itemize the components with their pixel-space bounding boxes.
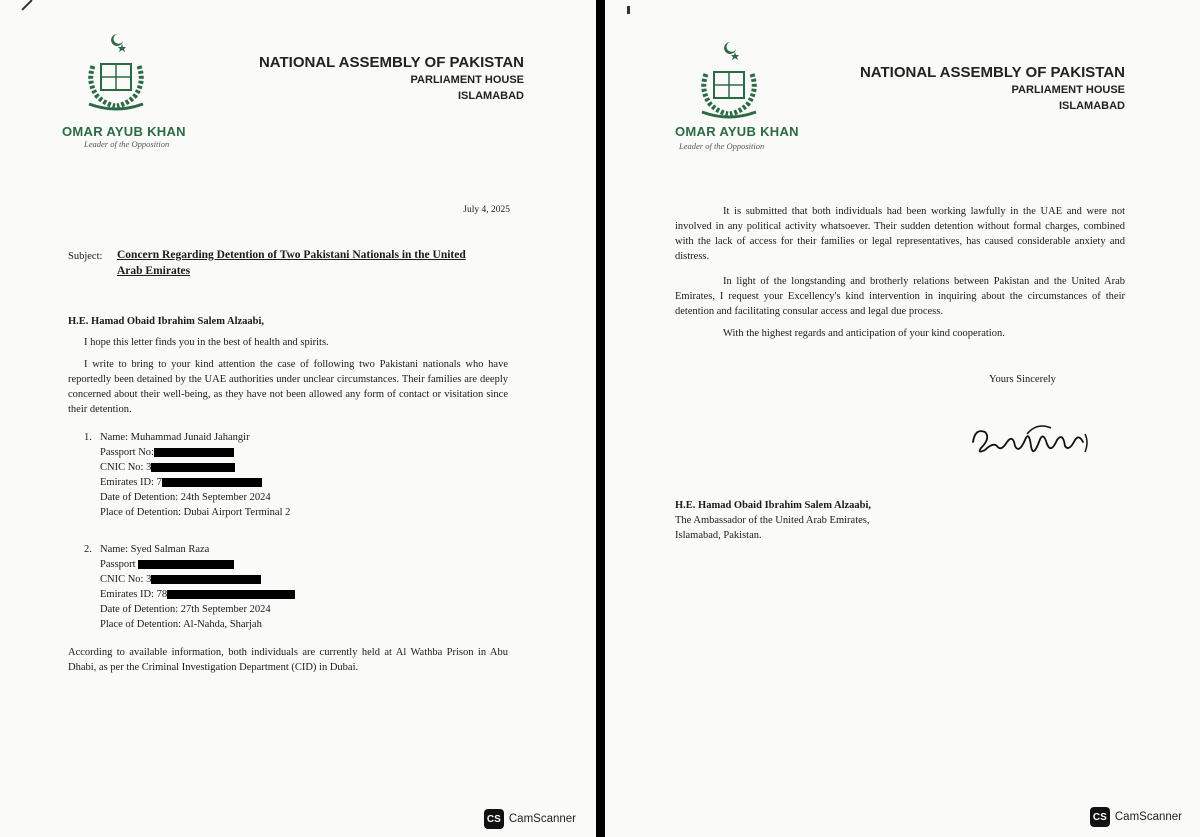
national-emblem-icon bbox=[688, 38, 770, 124]
person-2-detention-date: Date of Detention: 27th September 2024 bbox=[100, 604, 271, 615]
camscanner-logo-icon: CS bbox=[484, 809, 504, 829]
page2-paragraph-3: With the highest regards and anticipation of your kind cooperation. bbox=[723, 328, 1005, 339]
redaction-bar bbox=[151, 575, 261, 584]
page2-paragraph-1: It is submitted that both individuals had been working lawfully in the UAE and were not involved in any political activity whatsoever. Their sudden detention without formal charges, combined with the lack of access for their families or legal representatives, has caused considerable anxiety and distress. bbox=[675, 206, 1125, 262]
person-2-cnic bbox=[100, 572, 400, 587]
subject-line-2: Arab Emirates bbox=[117, 265, 191, 277]
closing: Yours Sincerely bbox=[989, 374, 1056, 385]
addressee-block bbox=[675, 498, 871, 543]
letter-page-1 bbox=[0, 0, 596, 837]
org-title: NATIONAL ASSEMBLY OF PAKISTAN bbox=[258, 54, 524, 71]
org-title: NATIONAL ASSEMBLY OF PAKISTAN bbox=[859, 64, 1125, 81]
person-1-passport bbox=[100, 445, 400, 460]
person-1-cnic-label: CNIC No: 3 bbox=[100, 462, 152, 473]
salutation: H.E. Hamad Obaid Ibrahim Salem Alzaabi, bbox=[68, 316, 265, 327]
subject-line-1: Concern Regarding Detention of Two Pakistani Nationals in the United bbox=[117, 249, 466, 261]
person-2-passport-label: Passport bbox=[100, 559, 136, 570]
camscanner-label: CamScanner bbox=[508, 813, 576, 825]
person-2-details bbox=[100, 542, 400, 632]
pen-mark bbox=[21, 0, 32, 11]
city-title: ISLAMABAD bbox=[458, 90, 524, 102]
house-title: PARLIAMENT HOUSE bbox=[1011, 84, 1125, 96]
addressee-city: Islamabad, Pakistan. bbox=[675, 530, 762, 541]
camscanner-watermark bbox=[1090, 807, 1182, 827]
person-2-detention-place: Place of Detention: Al-Nahda, Sharjah bbox=[100, 619, 262, 630]
redaction-bar bbox=[162, 478, 262, 487]
person-1-name: Name: Muhammad Junaid Jahangir bbox=[100, 432, 250, 443]
sender-name: OMAR AYUB KHAN bbox=[62, 124, 186, 139]
person-1-emirates-id bbox=[100, 475, 400, 490]
person-1-passport-label: Passport No: bbox=[100, 447, 154, 458]
subject-text bbox=[117, 247, 517, 279]
person-2-passport bbox=[100, 557, 400, 572]
person-1-cnic bbox=[100, 460, 400, 475]
redaction-bar bbox=[151, 463, 235, 472]
city-title: ISLAMABAD bbox=[1059, 100, 1125, 112]
sender-role: Leader of the Opposition bbox=[679, 141, 765, 151]
paragraph-2: I write to bring to your kind attention the case of following two Pakistani nationals who have reportedly been detained by the UAE authorities under unclear circumstances. Their families are deeply concerned about their well-being, as they have not been allowed any form of contact or visitation since their detention. bbox=[68, 359, 508, 415]
camscanner-label: CamScanner bbox=[1114, 811, 1182, 823]
sender-name: OMAR AYUB KHAN bbox=[675, 124, 799, 139]
redaction-bar bbox=[167, 590, 295, 599]
letter-date: July 4, 2025 bbox=[463, 205, 510, 215]
redaction-bar bbox=[154, 448, 234, 457]
person-2-emirates-label: Emirates ID: 78 bbox=[100, 589, 168, 600]
person-1-detention-place: Place of Detention: Dubai Airport Terminal 2 bbox=[100, 507, 291, 518]
signature bbox=[967, 412, 1099, 466]
addressee-title: The Ambassador of the United Arab Emirates, bbox=[675, 515, 870, 526]
person-2-number: 2. bbox=[84, 544, 92, 555]
person-2-cnic-label: CNIC No: 3 bbox=[100, 574, 152, 585]
person-2-name: Name: Syed Salman Raza bbox=[100, 544, 210, 555]
addressee-name: H.E. Hamad Obaid Ibrahim Salem Alzaabi, bbox=[675, 500, 872, 511]
camscanner-watermark bbox=[484, 809, 576, 829]
house-title: PARLIAMENT HOUSE bbox=[410, 74, 524, 86]
paragraph-1: I hope this letter finds you in the best of health and spirits. bbox=[84, 337, 329, 348]
person-1-details bbox=[100, 430, 400, 520]
person-1-emirates-label: Emirates ID: 7 bbox=[100, 477, 162, 488]
paragraph-3: According to available information, both individuals are currently held at Al Wathba Prison in Abu Dhabi, as per the Criminal Investigation Department (CID) in Dubai. bbox=[68, 647, 508, 673]
camscanner-logo-icon: CS bbox=[1090, 807, 1110, 827]
national-emblem-icon bbox=[75, 30, 157, 116]
person-1-detention-date: Date of Detention: 24th September 2024 bbox=[100, 492, 271, 503]
page2-paragraph-2: In light of the longstanding and brotherly relations between Pakistan and the United Arab Emirates, I request your Excellency's kind intervention in inquiring about the circumstances of their detention and facilitating consular access and legal due process. bbox=[675, 276, 1125, 317]
person-1-number: 1. bbox=[84, 432, 92, 443]
redaction-bar bbox=[138, 560, 234, 569]
subject-label: Subject: bbox=[68, 251, 103, 262]
person-2-emirates-id bbox=[100, 587, 400, 602]
scan-mark bbox=[627, 6, 630, 14]
letter-page-2 bbox=[605, 0, 1200, 837]
sender-role: Leader of the Opposition bbox=[84, 139, 170, 149]
